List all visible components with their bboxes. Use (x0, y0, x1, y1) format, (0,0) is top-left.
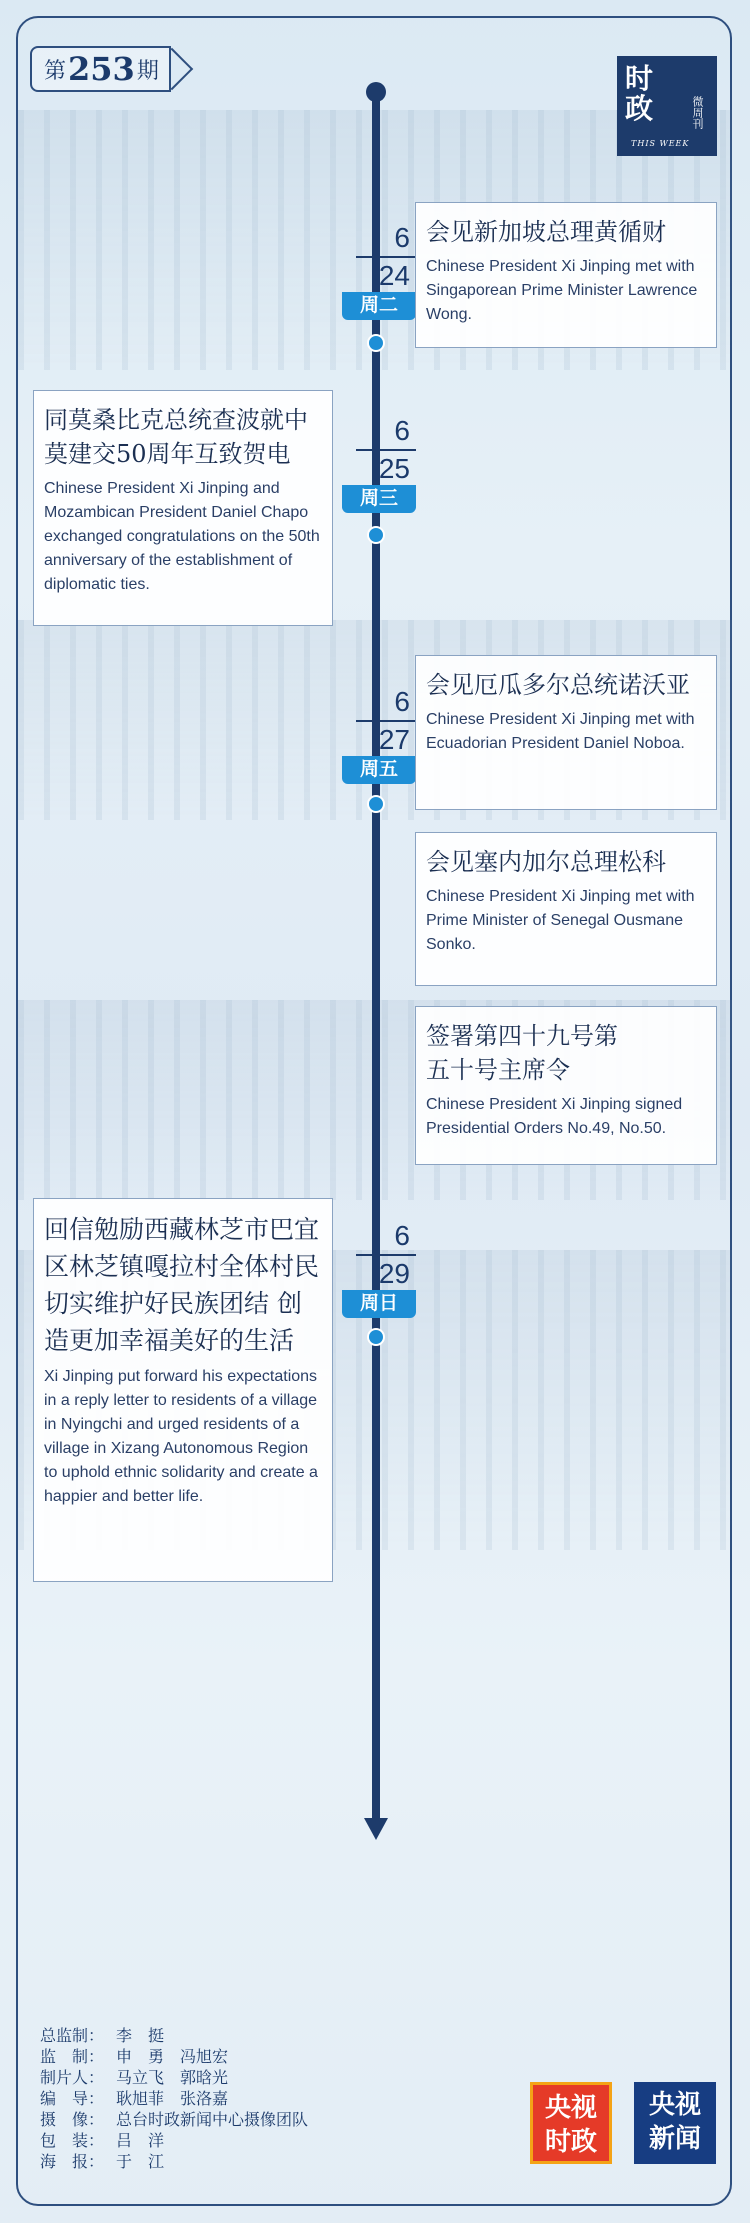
credit-names: 总台时政新闻中心摄像团队 (116, 2112, 309, 2129)
brand-line1: 央视 (544, 2093, 597, 2123)
credit-names: 李 挺 (116, 2028, 165, 2045)
date-month: 6 (394, 415, 410, 446)
date-day: 25 (378, 453, 410, 484)
date-day: 29 (378, 1258, 410, 1289)
issue-suffix: 期 (136, 58, 159, 84)
event-desc-en: Chinese President Xi Jinping signed Presidential Orders No.49, No.50. (426, 1096, 683, 1137)
event-card-xizang-letter (33, 1198, 333, 1582)
event-title-zh: 会见塞内加尔总理松科 (426, 848, 666, 876)
date-weekday: 周三 (342, 485, 416, 513)
brand-line2: 时政 (544, 2127, 597, 2157)
cctv-news-logo (634, 2082, 716, 2164)
logo-side-text: 微周刊 (691, 96, 704, 129)
event-title-zh: 回信勉励西藏林芝市巴宜区林芝镇嘎拉村全体村民 切实维护好民族团结 创造更加幸福美好的生活 (44, 1215, 320, 1355)
this-week-logo (617, 56, 717, 156)
logo-main-text: 时政 (625, 62, 654, 125)
date-weekday: 周日 (342, 1290, 416, 1318)
date-marker-0624 (342, 222, 416, 320)
date-marker-0627 (342, 686, 416, 784)
date-month: 6 (394, 1220, 410, 1251)
event-title-zh: 同莫桑比克总统查波就中莫建交50周年互致贺电 (44, 406, 308, 468)
credits (40, 2026, 308, 2173)
date-marker-0629 (342, 1220, 416, 1318)
timeline-node (367, 1328, 385, 1346)
brand-line1: 央视 (648, 2090, 701, 2120)
event-card-presidential-orders (415, 1006, 717, 1165)
issue-prefix: 第 (44, 58, 67, 84)
credit-role: 海 报： (40, 2154, 105, 2171)
event-title-zh: 会见新加坡总理黄循财 (426, 218, 666, 246)
event-title-zh: 签署第四十九号第五十号主席令 (426, 1022, 618, 1084)
credit-names: 马立飞 郭晗光 (116, 2070, 229, 2087)
date-weekday: 周五 (342, 756, 416, 784)
credit-role: 制片人： (40, 2070, 105, 2087)
event-desc-en: Chinese President Xi Jinping met with Singaporean Prime Minister Lawrence Wong. (426, 258, 698, 323)
issue-label (30, 46, 171, 92)
date-day: 27 (378, 724, 410, 755)
credit-role: 监 制： (40, 2049, 105, 2066)
date-marker-0625 (342, 415, 416, 513)
credit-role: 摄 像： (40, 2112, 105, 2129)
event-card-mozambique (33, 390, 333, 626)
credit-names: 耿旭菲 张洛嘉 (116, 2091, 229, 2108)
cctv-politics-logo (530, 2082, 612, 2164)
event-desc-en: Chinese President Xi Jinping and Mozambican President Daniel Chapo exchanged congratulations on the 50th anniversary of the establishment of diplomatic ties. (44, 480, 320, 593)
date-day: 24 (378, 260, 410, 291)
event-desc-en: Chinese President Xi Jinping met with Prime Minister of Senegal Ousmane Sonko. (426, 888, 695, 953)
event-desc-en: Chinese President Xi Jinping met with Ecuadorian President Daniel Noboa. (426, 711, 695, 752)
event-card-ecuador (415, 655, 717, 810)
event-title-zh: 会见厄瓜多尔总统诺沃亚 (426, 671, 690, 699)
date-month: 6 (394, 686, 410, 717)
event-desc-en: Xi Jinping put forward his expectations in a reply letter to residents of a village in Nyingchi and urged residents of a village in Xizang Autonomous Region to uphold ethnic solidarity and create a happier and better life. (44, 1368, 318, 1505)
credit-names: 吕 洋 (116, 2133, 165, 2150)
credit-names: 申 勇 冯旭宏 (116, 2049, 229, 2066)
event-card-senegal (415, 832, 717, 986)
timeline-node (367, 795, 385, 813)
event-card-singapore (415, 202, 717, 348)
credit-role: 总监制： (40, 2028, 105, 2045)
brand-line2: 新闻 (648, 2124, 701, 2154)
credit-names: 于 江 (116, 2154, 165, 2171)
issue-number: 253 (68, 50, 135, 88)
date-weekday: 周二 (342, 292, 416, 320)
credit-role: 包 装： (40, 2133, 105, 2150)
timeline-node (367, 526, 385, 544)
credit-role: 编 导： (40, 2091, 105, 2108)
timeline-arrow (364, 1818, 388, 1840)
logo-en-text: THIS WEEK (631, 139, 690, 148)
timeline-node (367, 334, 385, 352)
date-month: 6 (394, 222, 410, 253)
